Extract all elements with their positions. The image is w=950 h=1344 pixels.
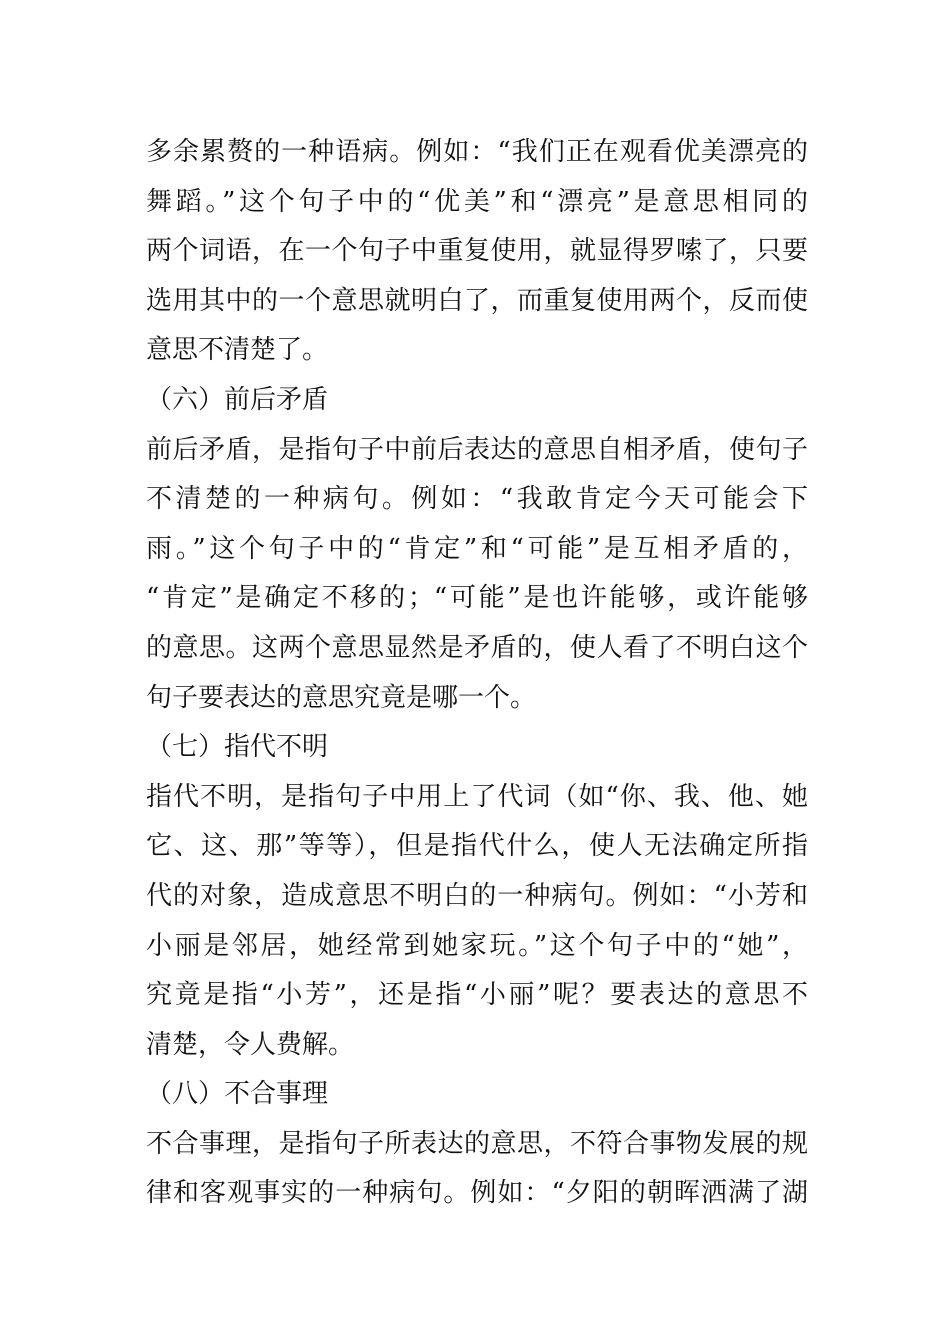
paragraph-line: 代的对象，造成意思不明白的一种病句。例如：“小芳和 — [146, 880, 808, 911]
paragraph-line: “肯定”是确定不移的；“可能”是也许能够，或许能够 — [146, 583, 808, 614]
paragraph-line: 它、这、那”等等），但是指代什么，使人无法确定所指 — [146, 831, 808, 862]
paragraph-line: 选用其中的一个意思就明白了，而重复使用两个，反而使 — [146, 285, 808, 316]
section-heading-six: （六）前后矛盾 — [146, 384, 329, 415]
paragraph-line: 雨。”这个句子中的“肯定”和“可能”是互相矛盾的， — [146, 533, 808, 564]
document-body — [146, 128, 808, 1219]
section-heading-seven: （七）指代不明 — [146, 732, 329, 763]
paragraph-line: 小丽是邻居，她经常到她家玩。”这个句子中的“她”， — [146, 930, 808, 961]
paragraph-line: 多余累赘的一种语病。例如：“我们正在观看优美漂亮的 — [146, 137, 808, 167]
paragraph-line: 指代不明，是指句子中用上了代词（如“你、我、他、她 — [146, 781, 808, 812]
paragraph-line: 律和客观事实的一种病句。例如：“夕阳的朝晖洒满了湖 — [146, 1178, 808, 1209]
paragraph-line: 的意思。这两个意思显然是矛盾的，使人看了不明白这个 — [146, 632, 808, 663]
paragraph-line: 不清楚的一种病句。例如：“我敢肯定今天可能会下 — [146, 484, 808, 515]
paragraph-line: 清楚，令人费解。 — [146, 1029, 355, 1060]
paragraph-line: 前后矛盾，是指句子中前后表达的意思自相矛盾，使句子 — [146, 434, 808, 465]
paragraph-line: 两个词语，在一个句子中重复使用，就显得罗嗦了，只要 — [146, 236, 808, 267]
paragraph-line: 舞蹈。”这个句子中的“优美”和“漂亮”是意思相同的 — [146, 186, 808, 217]
paragraph-line: 不合事理，是指句子所表达的意思，不符合事物发展的规 — [146, 1128, 808, 1159]
paragraph-line: 句子要表达的意思究竟是哪一个。 — [146, 682, 537, 713]
paragraph-line: 意思不清楚了。 — [146, 335, 329, 366]
section-heading-eight: （八）不合事理 — [146, 1079, 329, 1110]
paragraph-line: 究竟是指“小芳”，还是指“小丽”呢？要表达的意思不 — [146, 980, 808, 1011]
